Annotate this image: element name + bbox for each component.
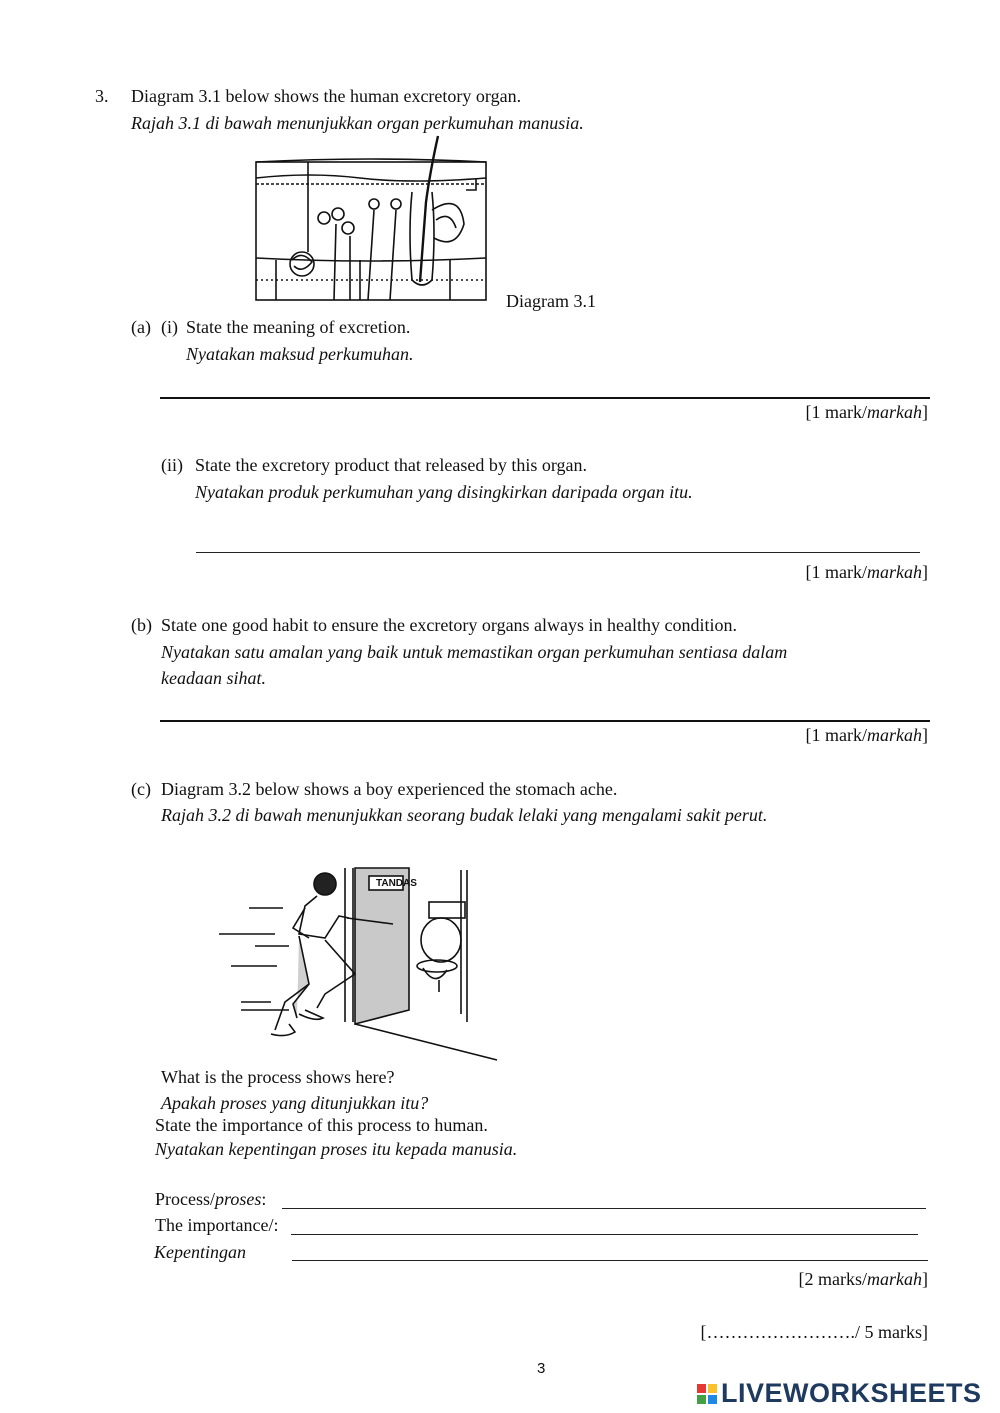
part-c-q2-en: State the importance of this process to human. — [155, 1115, 488, 1135]
part-b-question-ms-1: Nyatakan satu amalan yang baik untuk memastikan organ perkumuhan sentiasa dalam — [161, 642, 788, 662]
part-b-question-ms-2: keadaan sihat. — [161, 668, 266, 688]
process-label-colon: : — [261, 1189, 267, 1209]
part-a-i-question-en: State the meaning of excretion. — [186, 317, 411, 337]
question-number: 3. — [95, 86, 109, 106]
answer-line-a-i[interactable] — [160, 397, 930, 399]
part-a-i-label: (i) — [161, 317, 178, 337]
diagram-3-1-caption: Diagram 3.1 — [506, 291, 596, 311]
part-a-i-question-ms: Nyatakan maksud perkumuhan. — [186, 344, 414, 364]
logo-square-2 — [708, 1384, 717, 1393]
marks-a-ii-suffix: ] — [922, 562, 928, 582]
marks-a-i-word: markah — [867, 402, 922, 422]
logo-square-1 — [697, 1384, 706, 1393]
answer-line-process[interactable] — [282, 1208, 926, 1209]
process-label-ms: proses — [215, 1189, 262, 1209]
marks-a-ii-prefix: [1 mark/ — [805, 562, 867, 582]
question-intro-en: Diagram 3.1 below shows the human excretory organ. — [131, 86, 522, 106]
part-c-label: (c) — [131, 779, 151, 799]
marks-c-word: markah — [867, 1269, 922, 1289]
logo-text: LIVEWORKSHEETS — [721, 1378, 982, 1408]
importance-label-ms: Kepentingan — [154, 1242, 246, 1262]
importance-label: The importance/: — [155, 1215, 279, 1235]
part-c-question-en: Diagram 3.2 below shows a boy experienced the stomach ache. — [161, 779, 618, 799]
logo-square-3 — [697, 1395, 706, 1404]
part-a-ii-question-en: State the excretory product that released by this organ. — [195, 455, 588, 475]
part-c-q2-ms: Nyatakan kepentingan proses itu kepada manusia. — [155, 1139, 518, 1159]
part-a-ii-question-ms: Nyatakan produk perkumuhan yang disingkirkan daripada organ itu. — [195, 482, 693, 502]
marks-b-word: markah — [867, 725, 922, 745]
marks-b-suffix: ] — [922, 725, 928, 745]
marks-c-prefix: [2 marks/ — [798, 1269, 867, 1289]
liveworksheets-logo[interactable] — [697, 1378, 982, 1409]
marks-a-ii-word: markah — [867, 562, 922, 582]
answer-line-b[interactable] — [160, 720, 930, 722]
logo-icon — [697, 1384, 717, 1404]
process-label-en: Process/ — [155, 1189, 215, 1209]
marks-c-suffix: ] — [922, 1269, 928, 1289]
marks-b — [806, 725, 928, 747]
process-label — [155, 1189, 266, 1211]
logo-square-4 — [708, 1395, 717, 1404]
marks-a-i — [806, 402, 928, 424]
page-number: 3 — [537, 1360, 546, 1377]
part-b-label: (b) — [131, 615, 152, 635]
marks-a-i-suffix: ] — [922, 402, 928, 422]
question-intro-ms: Rajah 3.1 di bawah menunjukkan organ perkumuhan manusia. — [131, 113, 584, 133]
marks-a-i-prefix: [1 mark/ — [805, 402, 867, 422]
answer-line-importance-1[interactable] — [291, 1234, 918, 1235]
skin-diagram — [250, 132, 500, 304]
answer-line-a-ii[interactable] — [196, 552, 920, 553]
total-marks: [……………………./ 5 marks] — [700, 1322, 928, 1342]
part-b-question-en: State one good habit to ensure the excretory organs always in healthy condition. — [161, 615, 738, 635]
part-c-q1-ms: Apakah proses yang ditunjukkan itu? — [161, 1093, 429, 1113]
part-c-question-ms: Rajah 3.2 di bawah menunjukkan seorang budak lelaki yang mengalami sakit perut. — [161, 805, 768, 825]
marks-c — [799, 1269, 928, 1291]
part-a-label: (a) — [131, 317, 151, 337]
part-c-q1-en: What is the process shows here? — [161, 1067, 395, 1087]
answer-line-importance-2[interactable] — [292, 1260, 928, 1261]
marks-b-prefix: [1 mark/ — [805, 725, 867, 745]
door-sign: TANDAS — [376, 878, 417, 889]
marks-a-ii — [806, 562, 928, 584]
part-a-ii-label: (ii) — [161, 455, 183, 475]
boy-toilet-diagram — [205, 862, 505, 1064]
